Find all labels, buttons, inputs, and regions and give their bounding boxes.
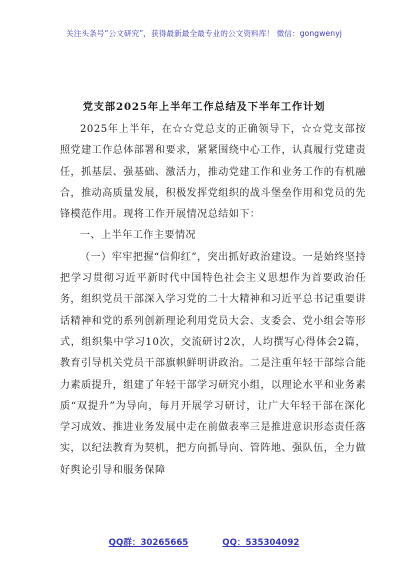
header-banner: 关注头条号“公文研究”，获得最新最全最专业的公文资料库！ 微信：gongwenyj xyxy=(66,29,342,38)
footer-contact xyxy=(0,536,408,548)
document-title: 党支部2025年上半年工作总结及下半年工作计划 xyxy=(82,101,326,113)
section-paragraph: （一）牢牢把握“信仰红”，突出抓好政治建设。一是始终坚持把学习贯彻习近平新时代中国特色社会主义思想作为首要政治任务，组织党员干部深入学习党的二十大精神和习近平总书记重要讲话精神和党的系列创新理论利用党员大会、支委会、党小组会等形式，组织集中学习10次，交流研讨2次，人均撰写心得体会2篇，教育引导机关党员干部旗帜鲜明讲政治。二是注重年轻干部综合能力素质提升，组建了年轻干部学习研究小组，以理论水平和业务素质“双提升”为导向，每月开展学习研讨，让广大年轻干部在深化学习成效、推进业务发展中走在前做表率三是推进意识形态责任落实，以纪法教育为契机，把方向抓导向、管阵地、强队伍，全力做好舆论引导和服务保障 xyxy=(60,251,366,476)
section-heading: 一、上半年工作主要情况 xyxy=(80,230,197,242)
document-body xyxy=(60,119,366,481)
intro-paragraph: 2025年上半年，在☆☆党总支的正确领导下，☆☆党支部按照党建工作总体部署和要求，紧紧围绕中心工作，认真履行党建责任，抓基层、强基础、激活力，推动党建工作和业务工作的有机融合，推动高质量发展，积极发挥党组织的战斗堡垒作用和党员的先锋模范作用。现将工作开展情况总结如下： xyxy=(60,124,366,221)
footer-qq-number: QQ：535304092 xyxy=(222,538,300,548)
footer-qq-group: QQ群：30265665 xyxy=(108,538,189,548)
